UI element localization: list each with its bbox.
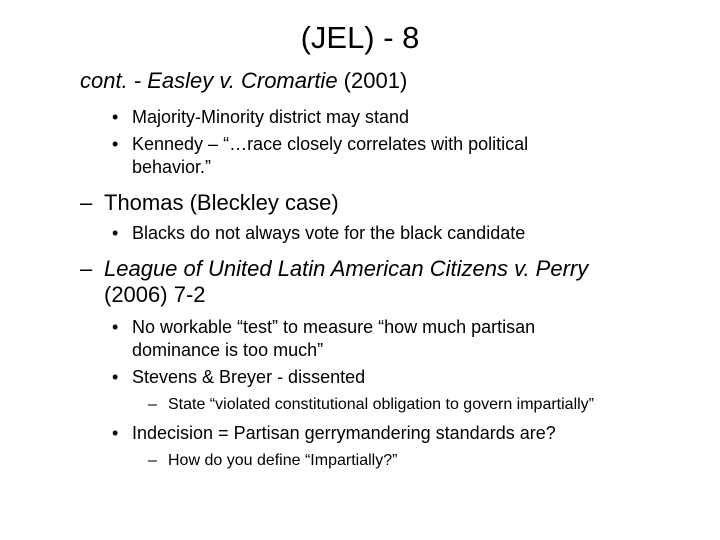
bullet-icon: • [112, 134, 119, 154]
case-heading-prefix: cont. - [80, 68, 148, 93]
bullet-icon: • [112, 367, 119, 387]
point-kennedy-line2: behavior.” [132, 157, 212, 177]
case-name-easley: Easley v. Cromartie [147, 68, 338, 93]
case-heading-lulac-line2: (2006) 7-2 [104, 282, 206, 307]
bullet-icon: • [112, 423, 119, 443]
dash-marker: – [80, 256, 93, 281]
point-majority-minority: Majority-Minority district may stand [132, 107, 410, 127]
dash-marker: – [148, 452, 157, 469]
point-blacks-vote: Blacks do not always vote for the black candidate [132, 223, 526, 243]
bullet-icon: • [112, 223, 119, 243]
point-thomas: Thomas (Bleckley case) [104, 190, 339, 215]
case-heading-lulac-line1: League of United Latin American Citizens v. Perry [104, 256, 589, 281]
point-kennedy-line1: Kennedy – “…race closely correlates with political [132, 134, 529, 154]
case-year-easley: (2001) [337, 68, 408, 93]
dash-marker: – [80, 190, 93, 215]
point-indecision: Indecision = Partisan gerrymandering standards are? [132, 423, 556, 443]
slide-title: (JEL) - 8 [300, 20, 420, 55]
case-heading-easley [80, 68, 407, 94]
dash-marker: – [148, 396, 157, 413]
point-stevens-breyer: Stevens & Breyer - dissented [132, 367, 366, 387]
subpoint-define-impartially: How do you define “Impartially?” [168, 452, 398, 469]
bullet-icon: • [112, 317, 119, 337]
point-no-workable-test-line2: dominance is too much” [132, 340, 324, 360]
point-no-workable-test-line1: No workable “test” to measure “how much partisan [132, 317, 536, 337]
bullet-icon: • [112, 107, 119, 127]
subpoint-state-violated: State “violated constitutional obligation to govern impartially” [168, 396, 595, 413]
